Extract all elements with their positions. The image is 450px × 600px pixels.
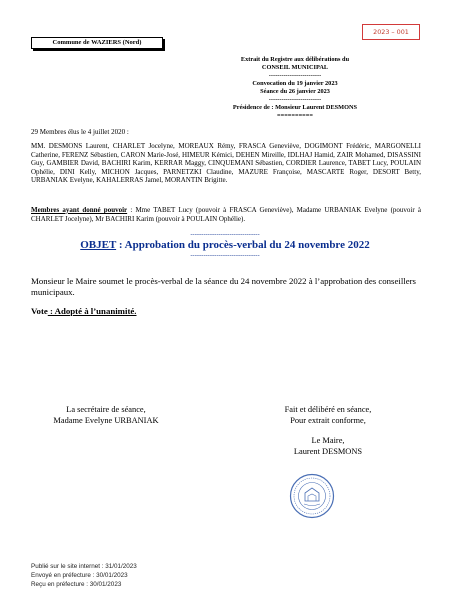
object-label: OBJET	[80, 239, 117, 251]
vote-result: : Adopté à l’unanimité.	[47, 306, 137, 316]
footer-publication-info	[31, 562, 137, 590]
object-block	[0, 231, 450, 259]
members-list: MM. DESMONS Laurent, CHARLET Jocelyne, MOREAUX Rémy, FRASCA Geneviève, DOGIMONT Frédéric, MARGONELLI Catherine, FERENZ Sébastien, CARON Marie-José, HIMEUR Kémici, DEHEN Mireille, IDLHAJ Hamid, ZAIR Mohamed, DISASSINI Guy, GAMBIER David, BACHIRI Karim, KERRAR Maggy, CINQUEMANI Sébastien, CORDIER Laurence, TABET Lucy, POULAIN Ophélie, DINI Kelly, MICHON Jacques, PARNETZKI Claudine, MAZURE Françoise, MASCARTE Roger, DESORT Betty, URBANIAK Evelyne, KAHALERRAS Jamel, MORANTIN Brigitte.	[31, 142, 421, 185]
mayor-line-1: Fait et délibéré en séance,	[284, 405, 372, 414]
deliberation-reference-badge	[362, 24, 420, 40]
mayor-name: Laurent DESMONS	[293, 446, 363, 456]
separator-3: ==========	[277, 112, 313, 119]
proxies-text: : Mme TABET Lucy (pouvoir à FRASCA Geneviève), Madame URBANIAK Evelyne (pouvoir à CHARLET Jocelyne), Mr BACHIRI Karim (pouvoir à POULAIN Ophélie).	[31, 206, 421, 223]
separator-2: -------------------------	[268, 96, 322, 103]
members-count: 29 Membres élus le 4 juillet 2020 :	[31, 128, 129, 136]
object-title	[0, 238, 450, 252]
secretary-signature-block	[31, 405, 181, 426]
separator-1: -------------------------	[268, 72, 322, 79]
proxies-label: Membres ayant donné pouvoir	[31, 206, 128, 214]
secretary-title: La secrétaire de séance,	[66, 405, 146, 414]
mayor-signature-block	[258, 405, 398, 457]
object-dash-top: --------------------------------	[190, 231, 260, 238]
convocation-date: Convocation du 19 janvier 2023	[252, 80, 338, 87]
object-text: : Approbation du procès-verbal du 24 novembre 2022	[116, 239, 370, 251]
mayor-title: Le Maire,	[311, 436, 345, 445]
published-date: Publié sur le site internet : 31/01/2023	[31, 563, 137, 570]
proxies-paragraph	[31, 206, 421, 223]
commune-label-box	[31, 37, 163, 49]
received-date: Reçu en préfecture : 30/01/2023	[31, 581, 122, 589]
secretary-name: Madame Evelyne URBANIAK	[53, 415, 159, 425]
vote-label: Vote	[31, 306, 48, 316]
seance-date: Séance du 26 janvier 2023	[260, 88, 330, 95]
vote-line	[31, 306, 137, 317]
commune-name: Commune de WAZIERS (Nord)	[52, 39, 142, 46]
extract-line-1: Extrait du Registre aux délibérations du	[240, 56, 350, 63]
municipal-seal-icon	[289, 473, 335, 519]
body-text: Monsieur le Maire soumet le procès-verbal de la séance du 24 novembre 2022 à l’approbation des conseillers municipaux.	[31, 276, 416, 297]
extract-line-2: CONSEIL MUNICIPAL	[261, 64, 329, 71]
presidence: Présidence de : Monsieur Laurent DESMONS	[232, 104, 358, 111]
sent-date: Envoyé en préfecture : 30/01/2023	[31, 572, 128, 580]
object-dash-bottom: --------------------------------	[190, 252, 260, 259]
extract-header	[216, 56, 374, 120]
mayor-line-2: Pour extrait conforme,	[290, 415, 366, 425]
reference-number: 2023 – 001	[373, 28, 409, 36]
